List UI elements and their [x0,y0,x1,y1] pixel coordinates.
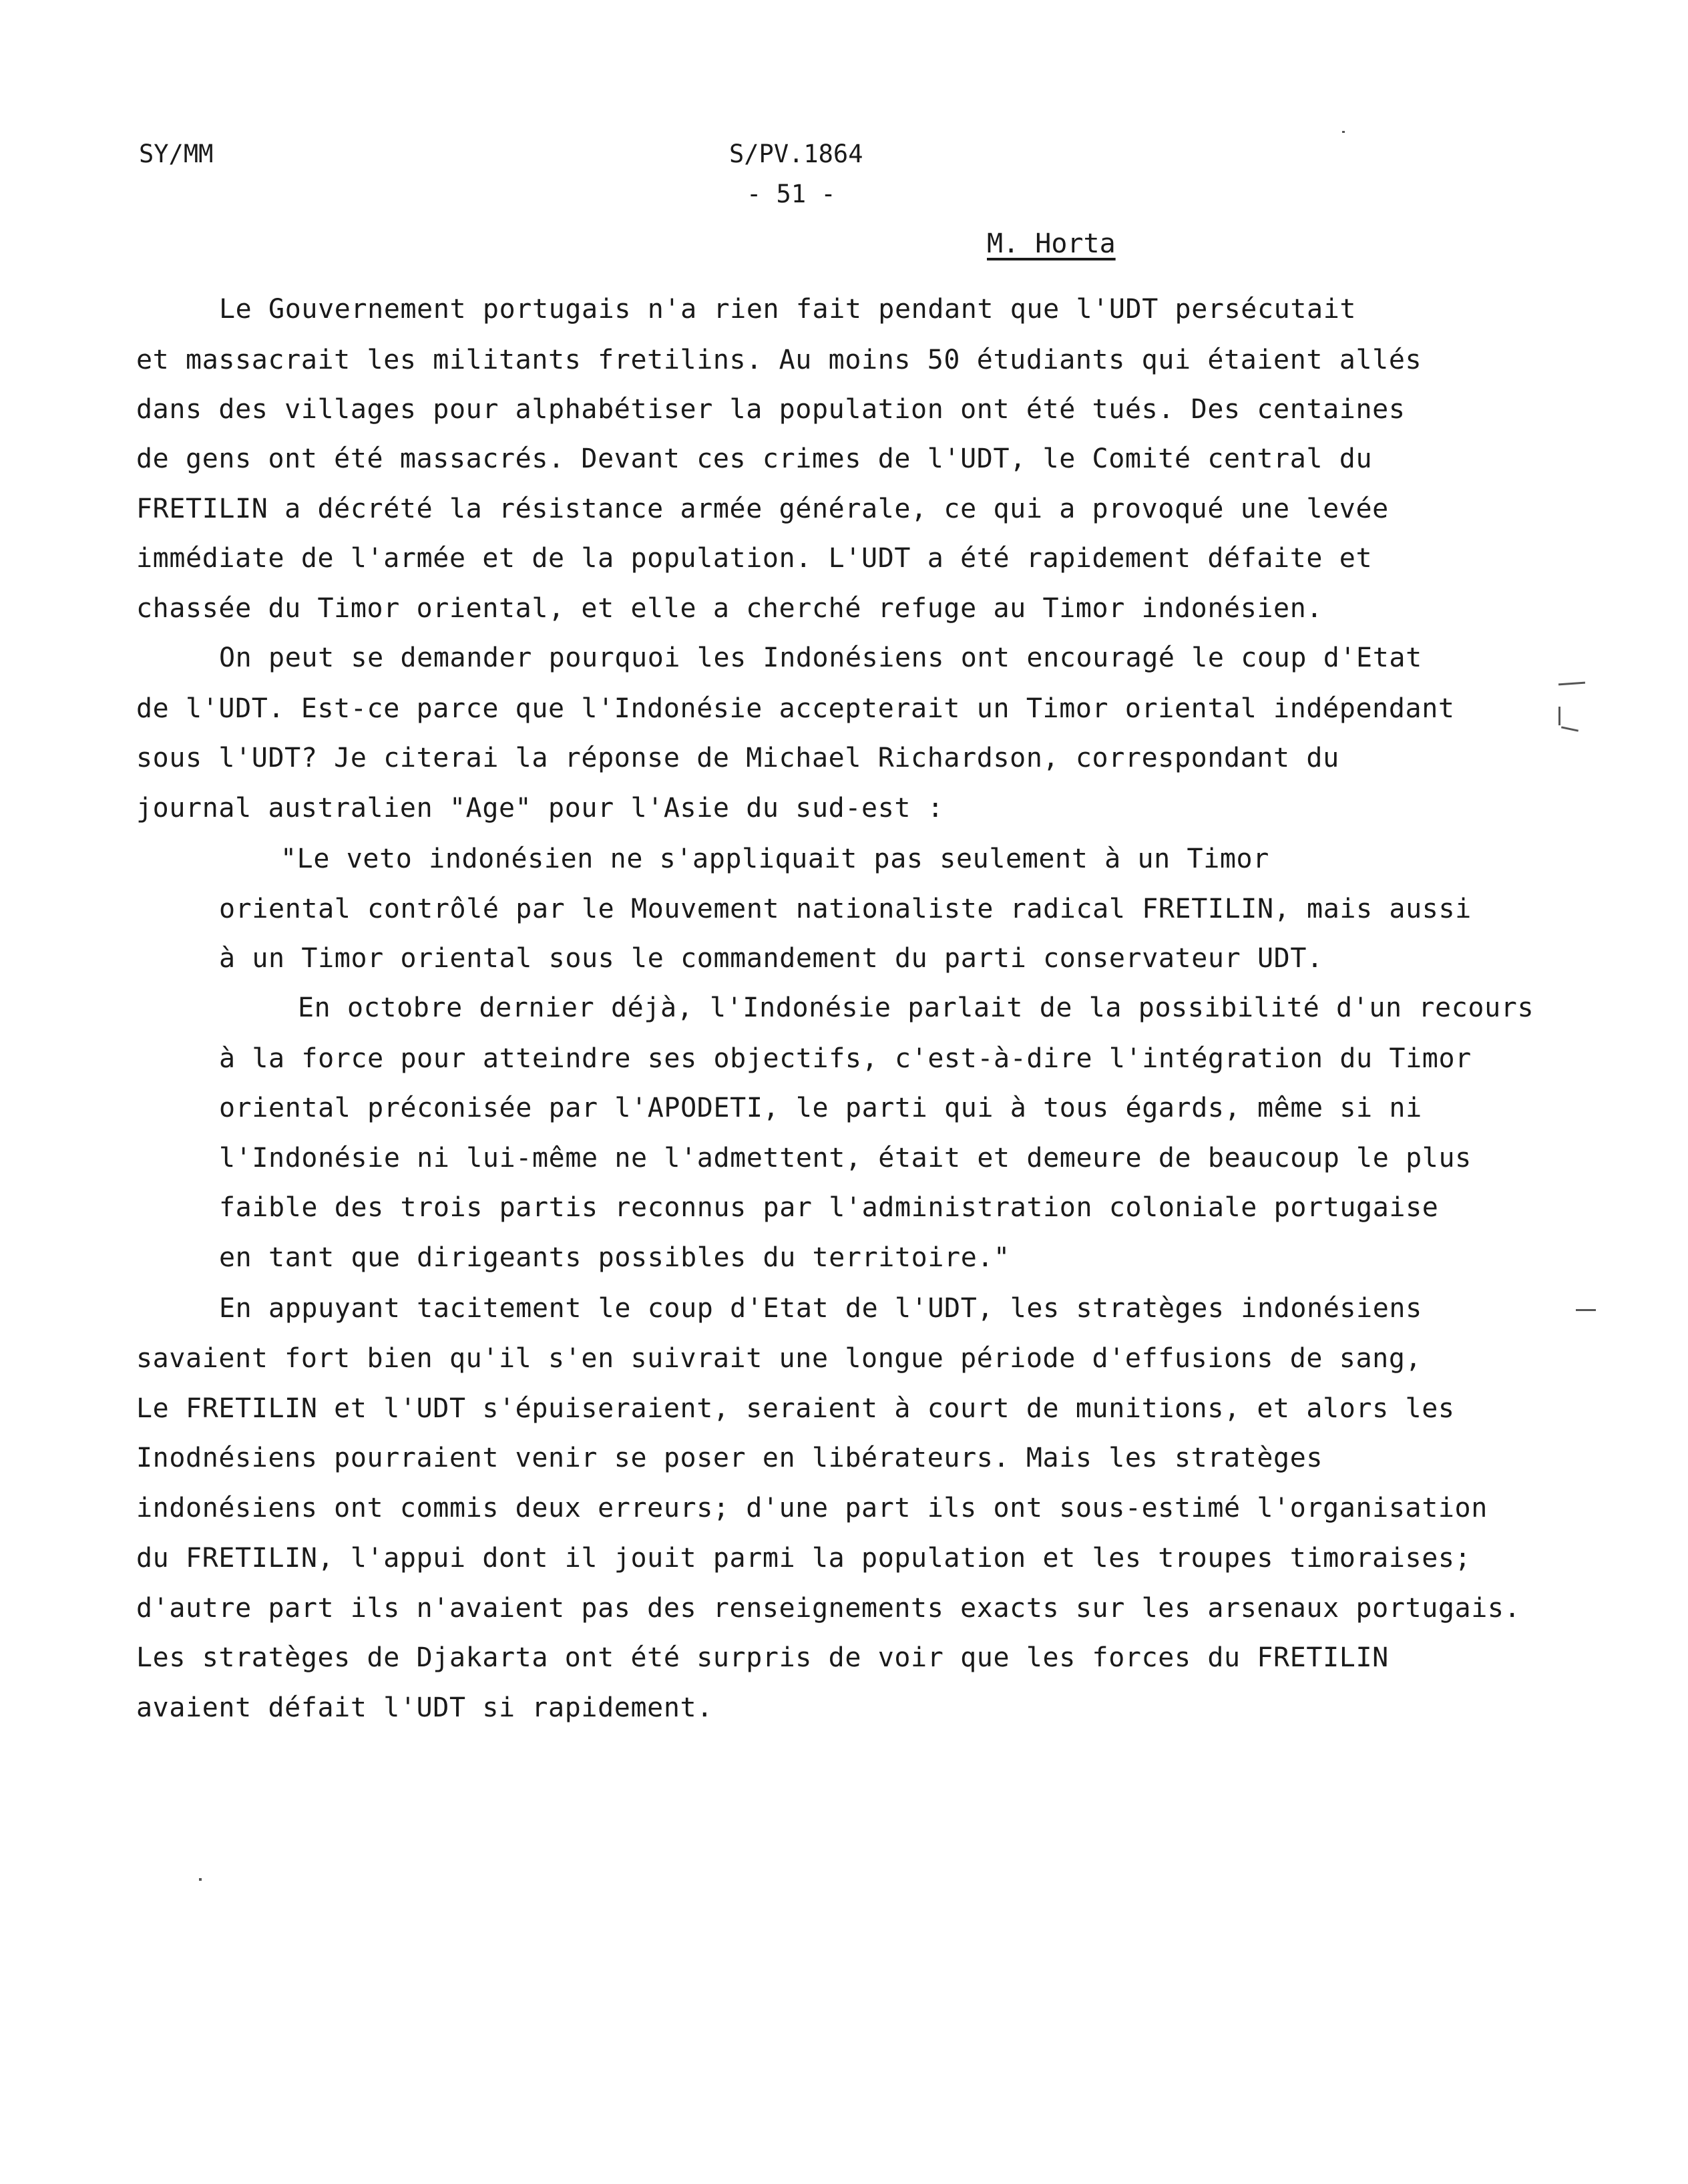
speaker-name: M. Horta [987,228,1116,259]
quote-line: à un Timor oriental sous le commandement du parti conservateur UDT. [219,943,1323,974]
text-line: et massacrait les militants fretilins. Au moins 50 étudiants qui étaient allés [136,345,1422,375]
text-line: On peut se demander pourquoi les Indonésiens ont encouragé le coup d'Etat [219,643,1422,673]
text-line: Le Gouvernement portugais n'a rien fait pendant que l'UDT persécutait [219,294,1357,325]
quote-line: en tant que dirigeants possibles du territoire." [219,1242,1010,1273]
quote-line: "Le veto indonésien ne s'appliquait pas seulement à un Timor [280,844,1269,874]
text-line: dans des villages pour alphabétiser la population ont été tués. Des centaines [136,394,1406,425]
margin-mark [1558,707,1560,725]
scan-speck [1342,131,1345,133]
text-line: immédiate de l'armée et de la population. L'UDT a été rapidement défaite et [136,543,1373,574]
margin-mark [1576,1309,1596,1311]
text-line: indonésiens ont commis deux erreurs; d'une part ils ont sous-estimé l'organisation [136,1493,1488,1523]
text-line: journal australien "Age" pour l'Asie du sud-est : [136,793,944,824]
page-number: - 51 - [747,180,836,208]
margin-mark [1561,726,1578,731]
quote-line: oriental contrôlé par le Mouvement nationaliste radical FRETILIN, mais aussi [219,894,1472,924]
text-line: avaient défait l'UDT si rapidement. [136,1692,713,1723]
text-line: savaient fort bien qu'il s'en suivrait une longue période d'effusions de sang, [136,1343,1422,1374]
quote-line: faible des trois partis reconnus par l'administration coloniale portugaise [219,1192,1439,1223]
scan-speck [199,1878,202,1881]
quote-line: oriental préconisée par l'APODETI, le parti qui à tous égards, même si ni [219,1093,1422,1123]
text-line: FRETILIN a décrété la résistance armée générale, ce qui a provoqué une levée [136,494,1389,524]
text-line: de l'UDT. Est-ce parce que l'Indonésie accepterait un Timor oriental indépendant [136,693,1455,724]
quote-line: l'Indonésie ni lui-même ne l'admettent, était et demeure de beaucoup le plus [219,1143,1472,1173]
text-line: En appuyant tacitement le coup d'Etat de l'UDT, les stratèges indonésiens [219,1293,1422,1324]
text-line: sous l'UDT? Je citerai la réponse de Michael Richardson, correspondant du [136,743,1339,773]
quote-line: En octobre dernier déjà, l'Indonésie parlait de la possibilité d'un recours [298,992,1534,1023]
text-line: de gens ont été massacrés. Devant ces crimes de l'UDT, le Comité central du [136,443,1373,474]
document-reference: S/PV.1864 [729,140,863,168]
quote-line: à la force pour atteindre ses objectifs, c'est-à-dire l'intégration du Timor [219,1043,1472,1074]
margin-mark [1558,682,1585,686]
text-line: d'autre part ils n'avaient pas des renseignements exacts sur les arsenaux portugais. [136,1593,1521,1624]
text-line: Le FRETILIN et l'UDT s'épuiseraient, seraient à court de munitions, et alors les [136,1393,1455,1424]
text-line: chassée du Timor oriental, et elle a cherché refuge au Timor indonésien. [136,593,1323,624]
text-line: du FRETILIN, l'appui dont il jouit parmi la population et les troupes timoraises; [136,1543,1472,1574]
text-line: Les stratèges de Djakarta ont été surpris de voir que les forces du FRETILIN [136,1642,1389,1673]
header-initials: SY/MM [139,140,214,168]
text-line: Inodnésiens pourraient venir se poser en libérateurs. Mais les stratèges [136,1443,1323,1473]
